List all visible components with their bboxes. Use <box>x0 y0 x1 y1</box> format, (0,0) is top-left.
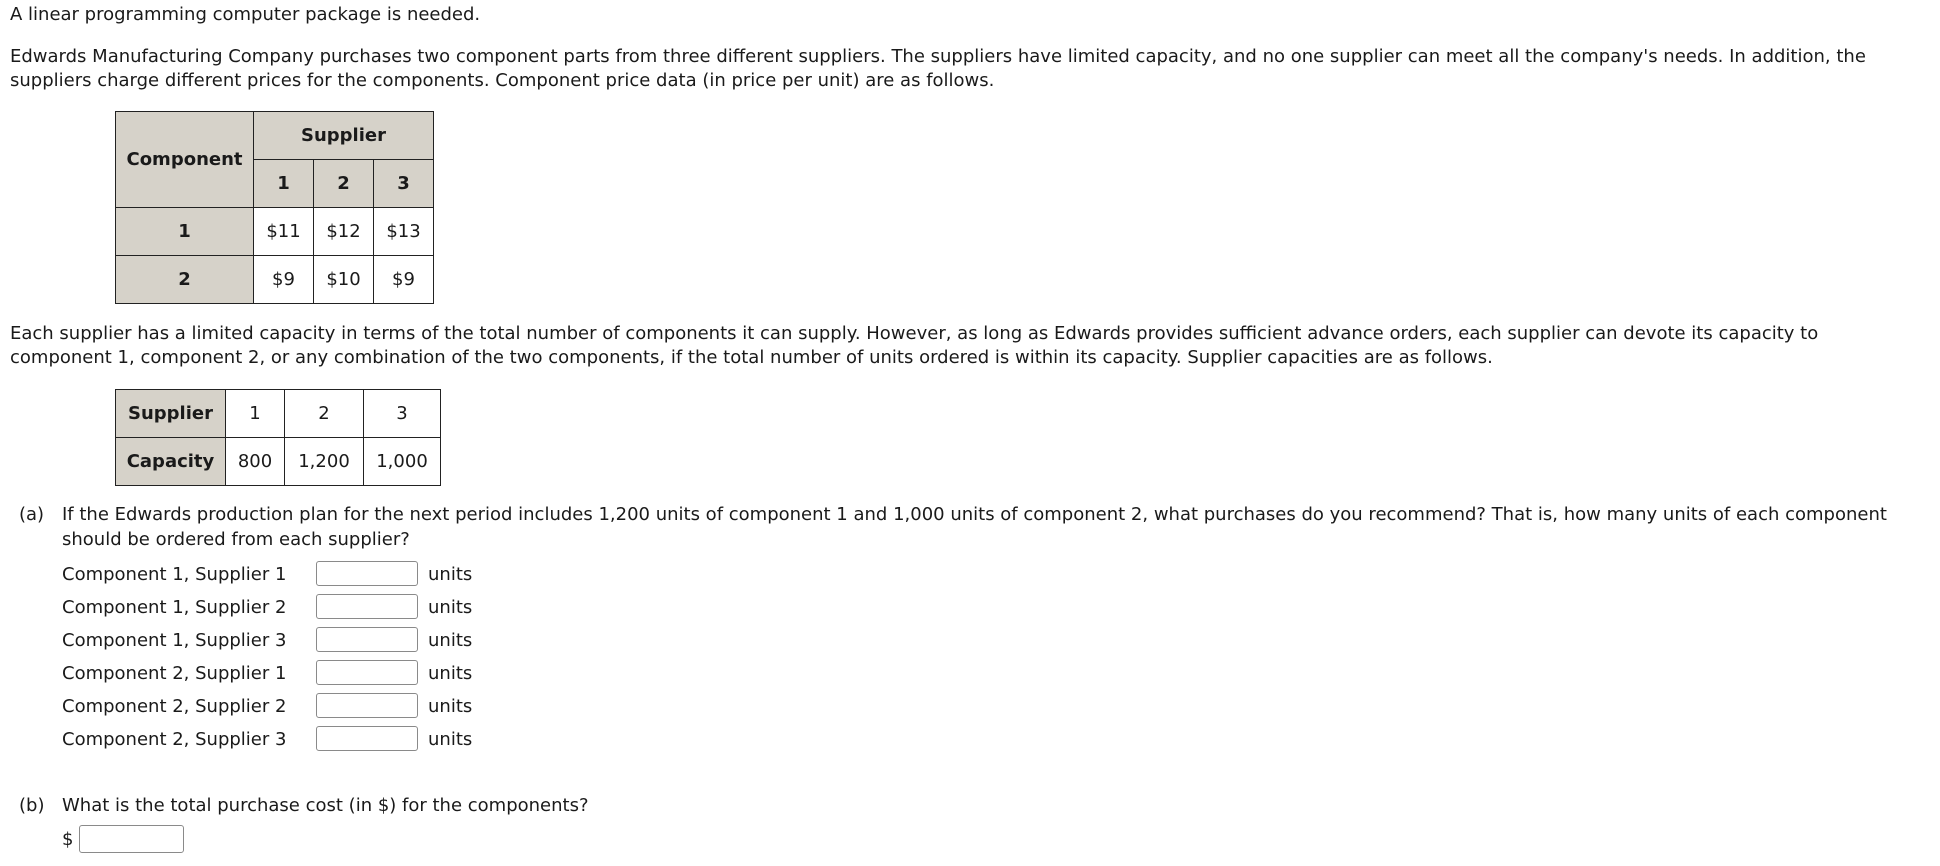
answer-label: Component 2, Supplier 1 <box>62 663 287 684</box>
currency-symbol: $ <box>62 829 74 850</box>
component2-supplier1-input[interactable] <box>316 660 418 685</box>
capacity-cell: 1,200 <box>285 438 364 486</box>
unit-label: units <box>428 564 473 585</box>
capacity-paragraph: Each supplier has a limited capacity in terms of the total number of components it can supply. However, as long as Edwards provides sufficient advance orders, each supplier can devote its capacity to component 1, component 2, or any combination of the two components, if the total number of units ordered is within its capacity. Supplier capacities are as follows. <box>10 323 1819 368</box>
part-b-label: (b) <box>19 795 45 816</box>
capacity-label: Capacity <box>116 438 226 486</box>
answer-row <box>62 660 662 688</box>
price-cell: $13 <box>374 208 434 256</box>
intro-text: A linear programming computer package is needed. <box>10 4 481 25</box>
component1-supplier1-input[interactable] <box>316 561 418 586</box>
table-row <box>116 208 434 256</box>
answer-row <box>62 627 662 655</box>
supplier-label: Supplier <box>116 390 226 438</box>
answer-label: Component 1, Supplier 2 <box>62 597 287 618</box>
price-cell: $12 <box>314 208 374 256</box>
supplier-number: 1 <box>226 390 285 438</box>
component1-supplier2-input[interactable] <box>316 594 418 619</box>
answer-label: Component 2, Supplier 2 <box>62 696 287 717</box>
table-row <box>116 390 441 438</box>
part-b-question: What is the total purchase cost (in $) for the components? <box>62 795 589 816</box>
component-number: 2 <box>116 256 254 304</box>
supplier-number: 1 <box>254 160 314 208</box>
component-header: Component <box>116 112 254 208</box>
part-a-question: If the Edwards production plan for the next period includes 1,200 units of component 1 and 1,000 units of component 2, what purchases do you recommend? That is, how many units of each component should be ordered from each supplier? <box>62 504 1887 550</box>
capacity-table <box>115 389 441 486</box>
answer-row <box>62 693 662 721</box>
component2-supplier2-input[interactable] <box>316 693 418 718</box>
supplier-number: 3 <box>374 160 434 208</box>
price-table <box>115 111 434 304</box>
unit-label: units <box>428 597 473 618</box>
supplier-number: 2 <box>314 160 374 208</box>
answer-label: Component 2, Supplier 3 <box>62 729 287 750</box>
price-cell: $9 <box>374 256 434 304</box>
part-a-label: (a) <box>19 504 45 525</box>
supplier-number: 3 <box>364 390 441 438</box>
price-cell: $10 <box>314 256 374 304</box>
price-cell: $11 <box>254 208 314 256</box>
unit-label: units <box>428 630 473 651</box>
capacity-cell: 800 <box>226 438 285 486</box>
component-number: 1 <box>116 208 254 256</box>
supplier-number: 2 <box>285 390 364 438</box>
table-row <box>116 438 441 486</box>
answer-row <box>62 726 662 754</box>
answer-label: Component 1, Supplier 1 <box>62 564 287 585</box>
unit-label: units <box>428 663 473 684</box>
capacity-cell: 1,000 <box>364 438 441 486</box>
supplier-header: Supplier <box>254 112 434 160</box>
unit-label: units <box>428 696 473 717</box>
unit-label: units <box>428 729 473 750</box>
price-cell: $9 <box>254 256 314 304</box>
table-row <box>116 256 434 304</box>
total-cost-input[interactable] <box>79 825 184 853</box>
problem-paragraph: Edwards Manufacturing Company purchases two component parts from three different suppliers. The suppliers have limited capacity, and no one supplier can meet all the company's needs. In addition, the suppliers charge different prices for the components. Component price data (in price per unit) are as follows. <box>10 46 1866 91</box>
answer-row <box>62 594 662 622</box>
answer-label: Component 1, Supplier 3 <box>62 630 287 651</box>
component1-supplier3-input[interactable] <box>316 627 418 652</box>
component2-supplier3-input[interactable] <box>316 726 418 751</box>
answer-row <box>62 561 662 589</box>
total-cost-row <box>62 825 262 855</box>
